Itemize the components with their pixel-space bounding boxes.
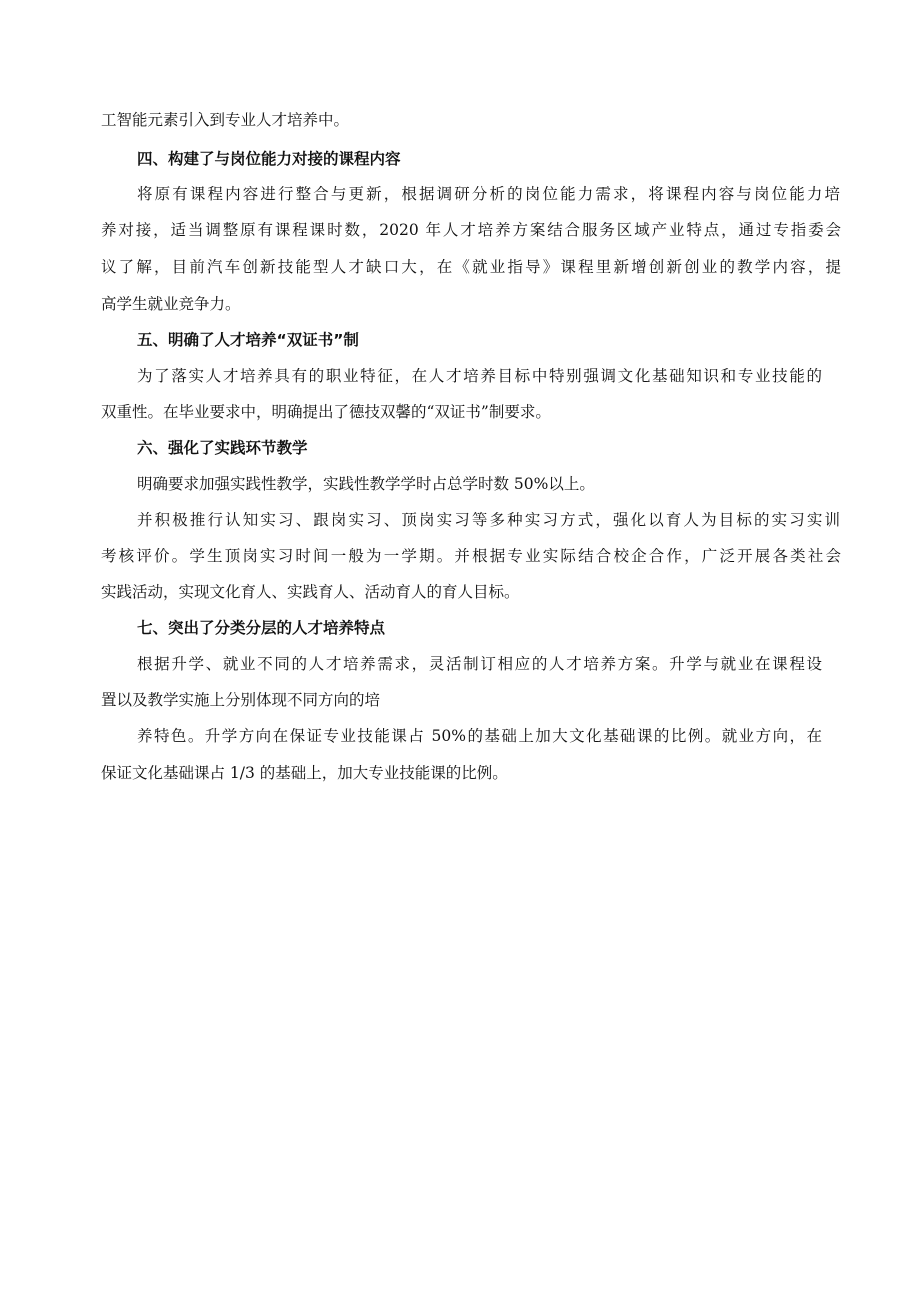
section-heading: 六、强化了实践环节教学 xyxy=(137,439,308,457)
body-text-line: 考核评价。学生顶岗实习时间一般为一学期。并根据专业实际结合校企合作，广泛开展各类社会 xyxy=(101,547,841,565)
body-text-line: 高学生就业竞争力。 xyxy=(101,295,241,313)
body-text-line: 实践活动，实现文化育人、实践育人、活动育人的育人目标。 xyxy=(101,583,520,601)
body-text-line: 议了解，目前汽车创新技能型人才缺口大，在《就业指导》课程里新增创新创业的教学内容，提 xyxy=(101,258,841,276)
body-text-line: 养特色。升学方向在保证专业技能课占 50%的基础上加大文化基础课的比例。就业方向，在 xyxy=(137,727,822,745)
body-text-line: 并积极推行认知实习、跟岗实习、顶岗实习等多种实习方式，强化以育人为目标的实习实训 xyxy=(137,511,840,529)
body-text-line: 为了落实人才培养具有的职业特征，在人才培养目标中特别强调文化基础知识和专业技能的 xyxy=(137,367,822,385)
body-text-line: 养对接，适当调整原有课程课时数，2020 年人才培养方案结合服务区域产业特点，通过专指委会 xyxy=(101,221,841,239)
section-heading: 五、明确了人才培养“双证书”制 xyxy=(137,331,359,349)
body-text-line: 置以及教学实施上分别体现不同方向的培 xyxy=(101,691,381,709)
section-heading: 四、构建了与岗位能力对接的课程内容 xyxy=(137,150,401,168)
section-heading: 七、突出了分类分层的人才培养特点 xyxy=(137,619,386,637)
body-text-line: 双重性。在毕业要求中，明确提出了德技双馨的“双证书”制要求。 xyxy=(101,403,551,421)
body-text-line: 保证文化基础课占 1/3 的基础上，加大专业技能课的比例。 xyxy=(101,764,508,782)
body-text-line: 将原有课程内容进行整合与更新，根据调研分析的岗位能力需求，将课程内容与岗位能力培 xyxy=(137,185,840,203)
body-text-line: 明确要求加强实践性教学，实践性教学学时占总学时数 50%以上。 xyxy=(137,475,595,493)
body-text-line: 工智能元素引入到专业人才培养中。 xyxy=(101,111,350,129)
body-text-line: 根据升学、就业不同的人才培养需求，灵活制订相应的人才培养方案。升学与就业在课程设 xyxy=(137,655,822,673)
